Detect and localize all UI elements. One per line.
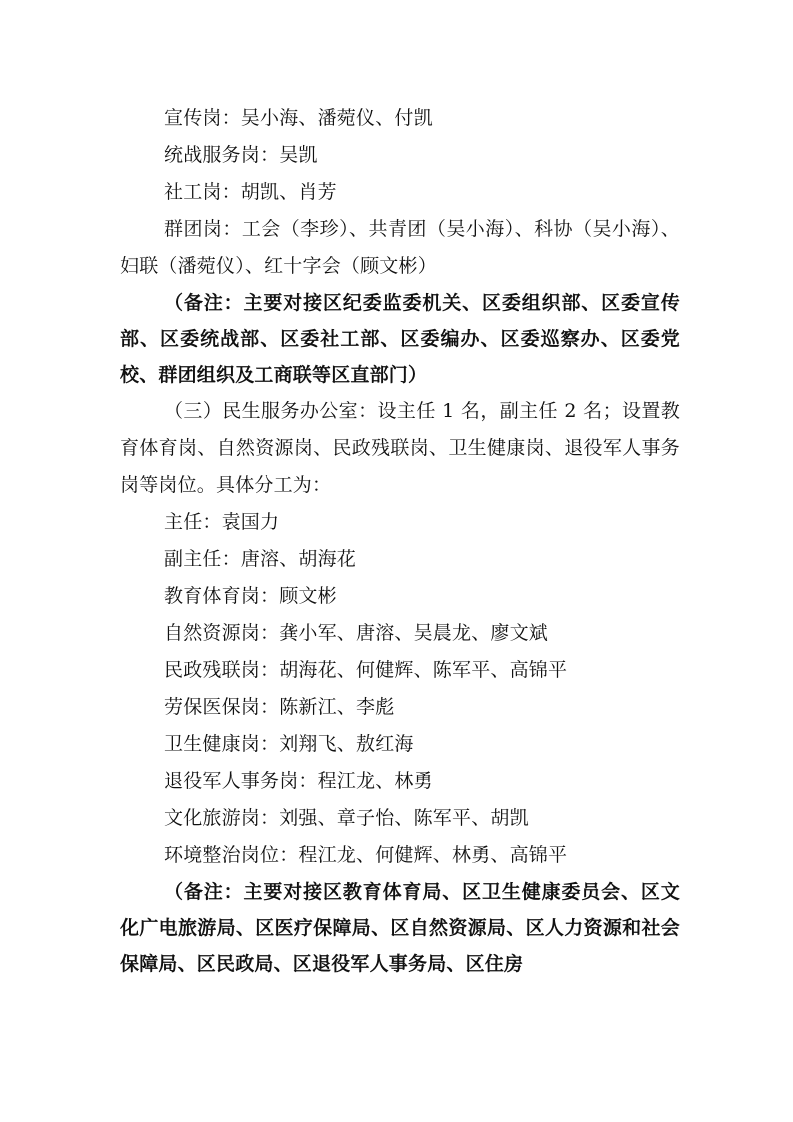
role-line-deputy-director: 副主任：唐溶、胡海花	[164, 548, 357, 570]
role-line-labor-insurance: 劳保医保岗：陈新江、李彪	[164, 696, 395, 718]
role-line-united-front: 统战服务岗：吴凯	[164, 144, 318, 166]
section-three-intro: （三）民生服务办公室：设主任 1 名，副主任 2 名；设置教育体育岗、自然资源岗、民政残联岗、卫生健康岗、退役军人事务岗等岗位。具体分工为：	[120, 400, 680, 496]
role-line-natural-resources: 自然资源岗：龚小军、唐溶、吴晨龙、廖文斌	[164, 622, 549, 644]
role-line-social-work: 社工岗：胡凯、肖芳	[164, 181, 337, 203]
role-line-culture-tourism: 文化旅游岗：刘强、章子怡、陈军平、胡凯	[164, 807, 529, 829]
note-paragraph-two: （备注：主要对接区教育体育局、区卫生健康委员会、区文化广电旅游局、区医疗保障局、区自然资源局、区人力资源和社会保障局、区民政局、区退役军人事务局、区住房	[120, 881, 680, 975]
document-body	[120, 100, 680, 982]
role-line-publicity: 宣传岗：吴小海、潘菀仪、付凯	[164, 107, 433, 129]
role-line-education-sports: 教育体育岗：顾文彬	[164, 585, 337, 607]
role-line-environment: 环境整治岗位：程江龙、何健辉、林勇、高锦平	[164, 844, 568, 866]
role-line-director: 主任：袁国力	[164, 511, 280, 533]
note-paragraph-one: （备注：主要对接区纪委监委机关、区委组织部、区委宣传部、区委统战部、区委社工部、区委编办、区委巡察办、区委党校、群团组织及工商联等区直部门）	[120, 292, 680, 386]
role-line-civil-affairs: 民政残联岗：胡海花、何健辉、陈军平、高锦平	[164, 659, 568, 681]
group-role-paragraph: 群团岗：工会（李珍）、共青团（吴小海）、科协（吴小海）、妇联（潘菀仪）、红十字会（顾文彬）	[120, 218, 680, 277]
role-line-health: 卫生健康岗：刘翔飞、敖红海	[164, 733, 414, 755]
role-line-veterans: 退役军人事务岗：程江龙、林勇	[164, 770, 433, 792]
